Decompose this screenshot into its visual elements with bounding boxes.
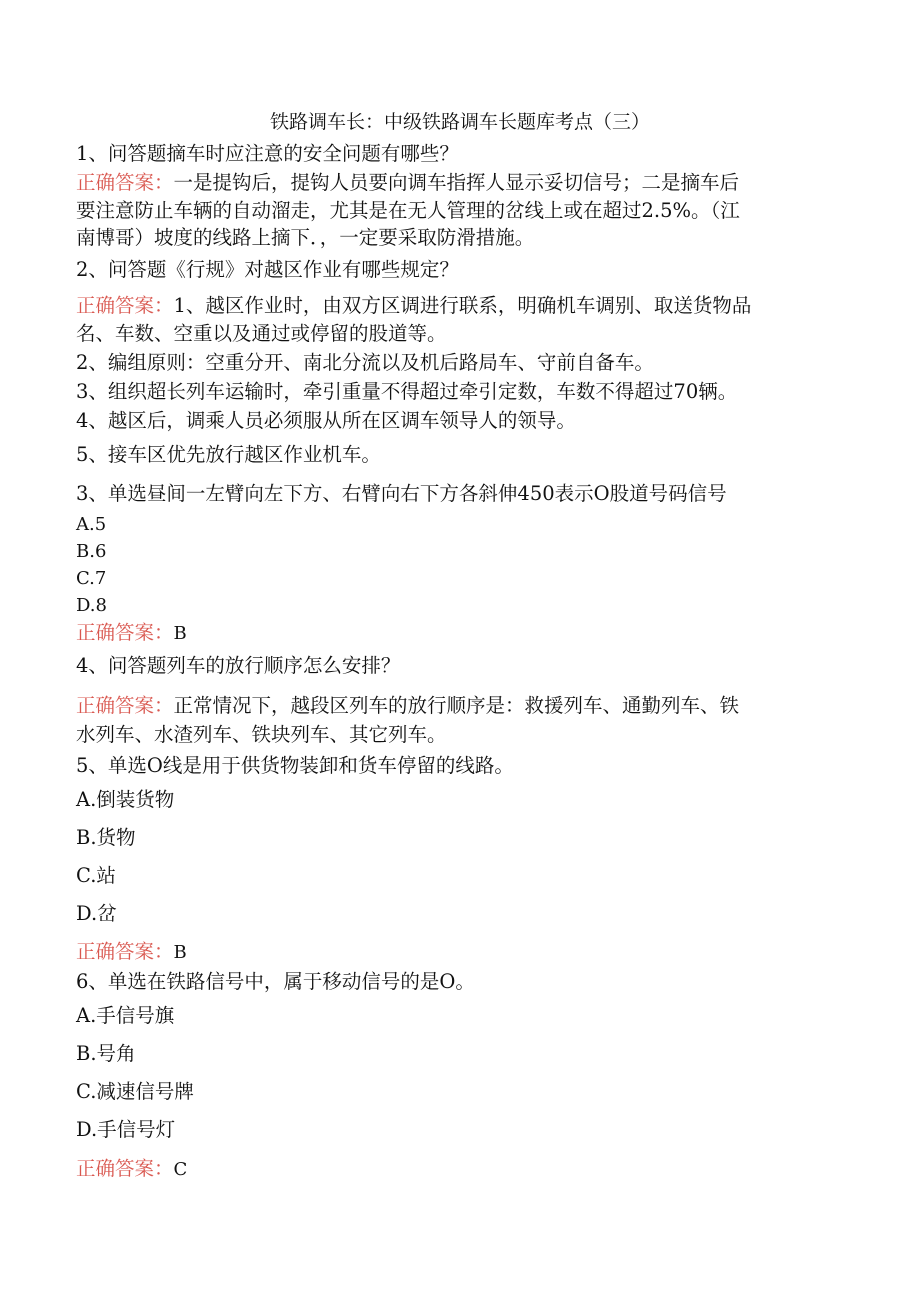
question-3: 3、单选昼间一左臂向左下方、右臂向右下方各斜伸450表示O股道号码信号 <box>76 482 727 505</box>
document-title: 铁路调车长：中级铁路调车长题库考点（三） <box>269 111 650 133</box>
option-3-b: B.6 <box>76 541 107 562</box>
answer-2-line-3: 2、编组原则：空重分开、南北分流以及机后路局车、守前自备车。 <box>76 351 654 374</box>
answer-label: 正确答案： <box>76 621 174 644</box>
question-1: 1、问答题摘车时应注意的安全问题有哪些？ <box>76 142 459 165</box>
option-5-c: C.站 <box>76 864 116 887</box>
question-6: 6、单选在铁路信号中，属于移动信号的是O。 <box>76 970 475 993</box>
option-5-a: A.倒装货物 <box>76 788 175 811</box>
answer-5: 正确答案：B <box>76 940 187 963</box>
answer-label: 正确答案： <box>76 171 174 194</box>
answer-1-line-1: 正确答案：一是提钩后，提钩人员要向调车指挥人显示妥切信号；二是摘车后 <box>76 171 740 194</box>
answer-2-line-2: 名、车数、空重以及通过或停留的股道等。 <box>76 322 447 345</box>
answer-3: 正确答案：B <box>76 621 187 644</box>
answer-2-line-1: 正确答案：1、越区作业时，由双方区调进行联系，明确机车调别、取送货物品 <box>76 294 752 317</box>
option-3-c: C.7 <box>76 568 107 589</box>
answer-2-line-6: 5、接车区优先放行越区作业机车。 <box>76 443 381 466</box>
answer-1-line-3: 南博哥）坡度的线路上摘下．，一定要采取防滑措施。 <box>76 226 535 249</box>
question-2: 2、问答题《行规》对越区作业有哪些规定？ <box>76 258 459 281</box>
option-6-c: C.减速信号牌 <box>76 1080 194 1103</box>
answer-1-line-2: 要注意防止车辆的自动溜走，尤其是在无人管理的岔线上或在超过2.5%。（江 <box>76 199 740 222</box>
option-6-d: D.手信号灯 <box>76 1118 176 1141</box>
question-5: 5、单选O线是用于供货物装卸和货车停留的线路。 <box>76 754 514 777</box>
answer-label: 正确答案： <box>76 940 174 963</box>
answer-2-line-5: 4、越区后，调乘人员必须服从所在区调车领导人的领导。 <box>76 409 576 432</box>
answer-label: 正确答案： <box>76 294 174 317</box>
option-3-d: D.8 <box>76 595 107 616</box>
option-5-d: D.岔 <box>76 902 117 925</box>
answer-2-line-4: 3、组织超长列车运输时，牵引重量不得超过牵引定数，车数不得超过70辆。 <box>76 380 738 403</box>
question-4: 4、问答题列车的放行顺序怎么安排？ <box>76 654 401 677</box>
answer-label: 正确答案： <box>76 1157 174 1180</box>
answer-4-line-2: 水列车、水渣列车、铁块列车、其它列车。 <box>76 723 447 746</box>
answer-label: 正确答案： <box>76 694 174 717</box>
option-6-a: A.手信号旗 <box>76 1004 175 1027</box>
answer-4-line-1: 正确答案：正常情况下，越段区列车的放行顺序是：救援列车、通勤列车、铁 <box>76 694 740 717</box>
option-3-a: A.5 <box>76 514 107 535</box>
option-6-b: B.号角 <box>76 1042 136 1065</box>
answer-6: 正确答案：C <box>76 1157 188 1180</box>
option-5-b: B.货物 <box>76 826 136 849</box>
